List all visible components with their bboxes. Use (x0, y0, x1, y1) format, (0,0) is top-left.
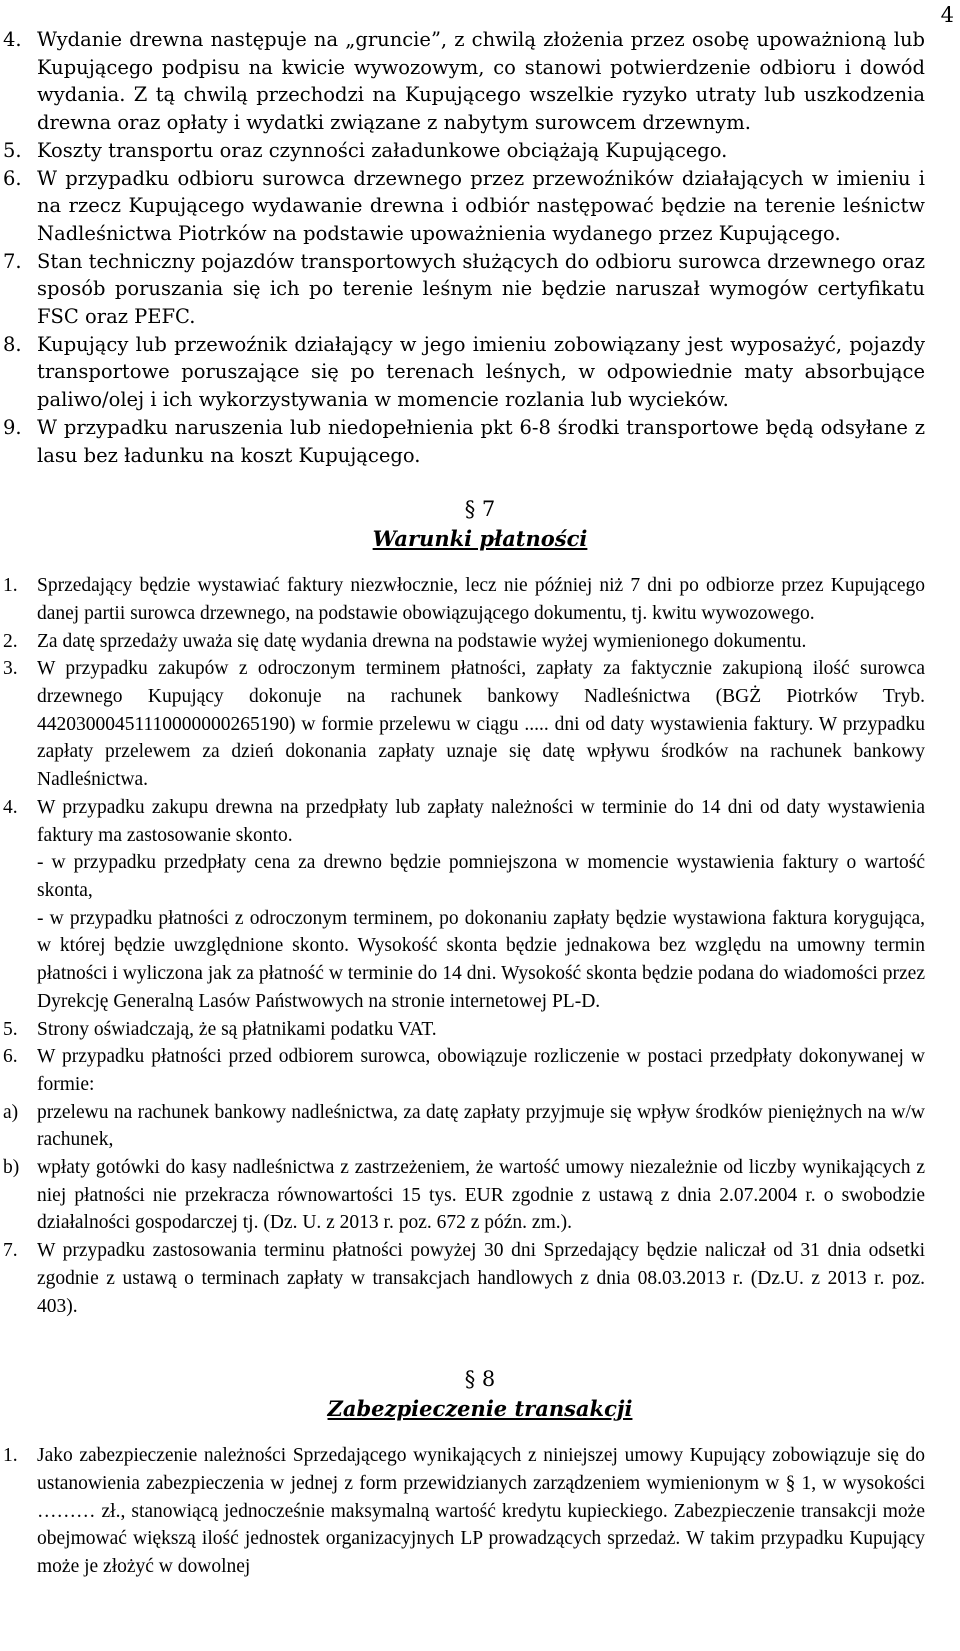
item-letter: b) (3, 1157, 20, 1179)
list-item (0, 248, 960, 331)
list-item (0, 165, 960, 248)
item-text: W przypadku zastosowania terminu płatności powyżej 30 dni Sprzedający będzie naliczał od 31 dnia odsetki zgodnie z ustawą o terminach zapłaty w transakcjach handlowych z dnia 08.03.2013 r. (Dz.U. z 2013 r. poz. 403). (37, 1240, 925, 1317)
item-text: W przypadku zakupów z odroczonym terminem płatności, zapłaty za faktycznie zakupioną ilość surowca drzewnego Kupujący dokonuje na rachunek bankowy Nadleśnictwa (BGŻ Piotrków Tryb. 44203000451110000000265190) w formie przelewu w ciągu ..... dni od daty wystawienia faktury. W przypadku zapłaty przelewem za dzień dokonania zapłaty uznaje się datę wpływu środków na rachunek bankowy Nadleśnictwa. (37, 658, 925, 791)
section-8-title: Zabezpieczenie transakcji (327, 1396, 633, 1422)
item-text: Wydanie drewna następuje na „gruncie”, z chwilą złożenia przez osobę upoważnioną lub Kupującego podpisu na kwicie wywozowym, co stanowi potwierdzenie odbioru i dowód wydania. Z tą chwilą przechodzi na Kupującego wszelkie ryzyko utraty lub uszkodzenia drewna oraz opłaty i wydatki związane z nabytym surowcem drzewnym. (37, 28, 925, 135)
item-number: 6. (3, 166, 22, 190)
list-item (0, 628, 960, 656)
item-text: Kupujący lub przewoźnik działający w jego imieniu zobowiązany jest wyposażyć, pojazdy transportowe poruszające się po terenach leśnych, w odpowiednie maty absorbujące paliwo/olej i ich wykorzystywania w momencie rozlania lub wycieków. (37, 332, 925, 412)
list-item (0, 1099, 960, 1154)
list-item (0, 1016, 960, 1044)
item-text: Stan techniczny pojazdów transportowych służących do odbioru surowca drzewnego oraz sposób poruszania się ich po terenie leśnym nie będzie naruszał wymogów certyfikatu FSC oraz PEFC. (37, 249, 925, 329)
list-item (0, 794, 960, 849)
item-number: 2. (3, 630, 18, 652)
item-text: W przypadku płatności przed odbiorem surowca, obowiązuje rozliczenie w postaci przedpłaty dokonywanej w formie: (37, 1046, 925, 1095)
item-number: 6. (3, 1046, 18, 1068)
item-number: 9. (3, 415, 22, 439)
section-8-number: § 8 (464, 1367, 496, 1392)
list-item (0, 137, 960, 165)
item-number: 4. (3, 28, 22, 51)
document-body (0, 26, 960, 1581)
item-text: przelewu na rachunek bankowy nadleśnictwa, za datę zapłaty przyjmuje się wpływ środków pieniężnych na w/w rachunek, (37, 1101, 925, 1151)
list-item (0, 572, 960, 627)
item-number: 5. (3, 1018, 18, 1040)
section-6-list (0, 26, 960, 469)
list-item (0, 1043, 960, 1098)
list-item (0, 414, 960, 469)
item-number: 1. (3, 1445, 18, 1467)
list-item (0, 331, 960, 414)
section-7-title: Warunki płatności (372, 526, 588, 552)
list-item (0, 655, 960, 794)
list-item (0, 26, 960, 137)
item-text: Za datę sprzedaży uważa się datę wydania drewna na podstawie wyżej wymienionego dokumentu. (37, 630, 807, 652)
item-text: wpłaty gotówki do kasy nadleśnictwa z zastrzeżeniem, że wartość umowy niezależnie od liczby wynikających z niej płatności nie przekracza równowartości 15 tys. EUR zgodnie z ustawą z dnia 2.07.2004 r. o swobodzie działalności gospodarczej tj. (Dz. U. z 2013 r. poz. 672 z późn. zm.). (37, 1157, 925, 1234)
item-number: 8. (3, 332, 22, 356)
section-7-number: § 7 (464, 497, 496, 522)
item-number: 7. (3, 1240, 18, 1262)
item-number: 4. (3, 796, 18, 818)
item-number: 3. (3, 658, 18, 680)
item-text: W przypadku zakupu drewna na przedpłaty lub zapłaty należności w terminie do 14 dni od daty wystawienia faktury ma zastosowanie skonto. (37, 796, 925, 846)
list-item (0, 1237, 960, 1320)
item-letter: a) (3, 1101, 19, 1123)
section-8-list (0, 1442, 960, 1581)
item-text: W przypadku odbioru surowca drzewnego przez przewoźników działających w imieniu i na rzecz Kupującego wydawanie drewna i odbiór następować będzie na terenie leśnictw Nadleśnictwa Piotrków na podstawie upoważnienia wydanego przez Kupującego. (37, 166, 925, 245)
list-item (0, 1442, 960, 1581)
list-item-continuation: - w przypadku przedpłaty cena za drewno będzie pomniejszona w momencie wystawienia faktury o wartość skonta, (37, 852, 925, 901)
page-number: 4 (940, 3, 954, 27)
section-7-list (0, 572, 960, 1320)
item-text: Jako zabezpieczenie należności Sprzedającego wynikających z niniejszej umowy Kupujący zobowiązuje się do ustanowienia zabezpieczenia w jednej z form przewidzianych zarządzeniem wymienionym w § 1, w wysokości ……… zł., stanowiącą jednocześnie maksymalną wartość kredytu kupieckiego. Zabezpieczenie transakcji może obejmować większą ilość jednostek organizacyjnych LP prowadzących sprzedaż. W takim przypadku Kupujący może je złożyć w dowolnej (37, 1445, 925, 1578)
item-text: Strony oświadczają, że są płatnikami podatku VAT. (37, 1018, 437, 1040)
item-text: W przypadku naruszenia lub niedopełnienia pkt 6-8 środki transportowe będą odsyłane z lasu bez ładunku na koszt Kupującego. (37, 415, 925, 467)
item-text: Sprzedający będzie wystawiać faktury niezwłocznie, lecz nie później niż 7 dni po odbiorze przez Kupującego danej partii surowca drzewnego, na podstawie obowiązującego dokumentu, tj. kwitu wywozowego. (37, 575, 925, 624)
list-item (0, 1154, 960, 1237)
list-item-continuation: - w przypadku płatności z odroczonym terminem, po dokonaniu zapłaty będzie wystawiona faktura korygująca, w której będzie uwzględnione skonto. Wysokość skonta będzie jednakowa bez względu na umowny termin płatności i wyliczona jak za płatność w terminie do 14 dni. Wysokość skonta będzie podana do wiadomości przez Dyrekcję Generalną Lasów Państwowych na stronie internetowej PL-D. (37, 907, 925, 1012)
item-number: 1. (3, 575, 18, 597)
item-number: 7. (3, 249, 22, 273)
item-number: 5. (3, 138, 22, 162)
item-text: Koszty transportu oraz czynności załadunkowe obciążają Kupującego. (37, 138, 728, 162)
